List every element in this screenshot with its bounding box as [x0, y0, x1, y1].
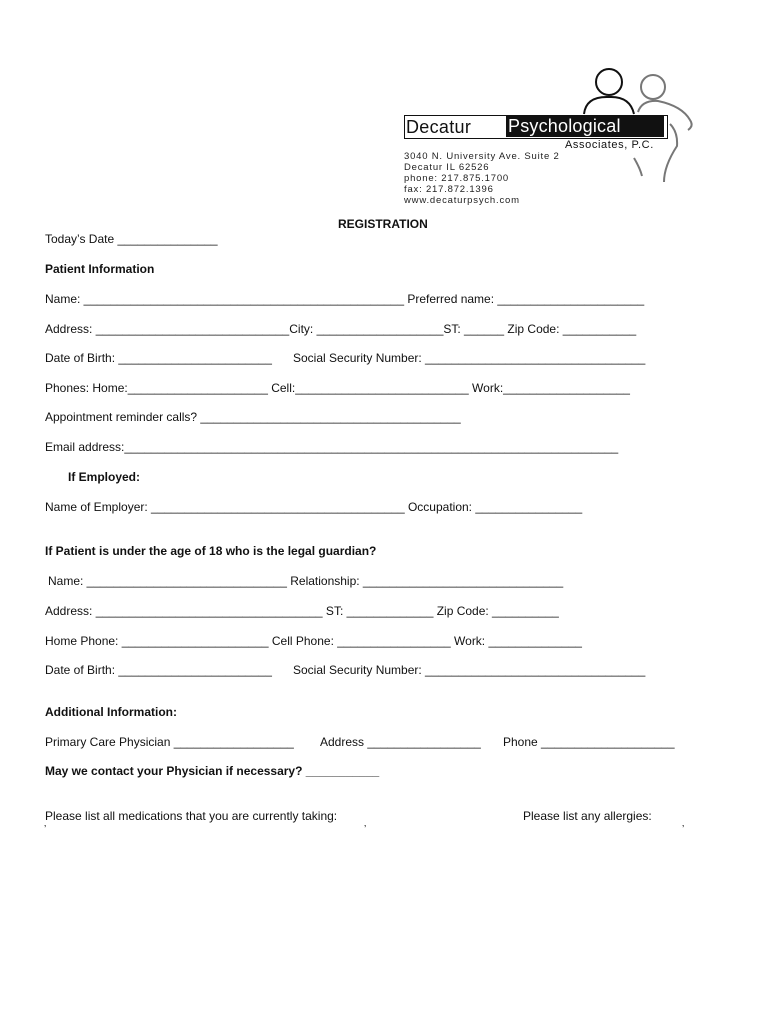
physician-phone-field[interactable]: Phone ____________________ [503, 735, 675, 749]
logo-address-line-3: phone: 217.875.1700 [404, 173, 510, 184]
logo-person-body-dark [584, 97, 634, 114]
guardian-ssn-field[interactable]: Social Security Number: _________________________________ [293, 663, 646, 677]
logo-name-decatur: Decatur [406, 117, 472, 137]
employment-heading: If Employed: [68, 470, 141, 484]
logo-person-head-dark [596, 69, 622, 95]
medications-label: Please list all medications that you are currently taking: [45, 809, 338, 823]
medications-area-marker-right: ‚ [364, 818, 367, 829]
guardian-address-field[interactable]: Address: __________________________________ ST: _____________ Zip Code: __________ [45, 604, 559, 618]
logo-address-line-2: Decatur IL 62526 [404, 162, 490, 173]
guardian-name-field[interactable]: Name: ______________________________ Relationship: ______________________________ [48, 574, 564, 588]
patient-ssn-field[interactable]: Social Security Number: _________________________________ [293, 351, 646, 365]
form-title: REGISTRATION [338, 217, 428, 231]
logo-person-head-light [641, 75, 665, 99]
guardian-dob-field[interactable]: Date of Birth: _______________________ [45, 663, 272, 677]
patient-info-heading: Patient Information [45, 262, 155, 276]
physician-address-field[interactable]: Address _________________ [320, 735, 481, 749]
guardian-heading: If Patient is under the age of 18 who is the legal guardian? [45, 544, 377, 558]
logo-address-line-4: fax: 217.872.1396 [404, 184, 494, 195]
allergies-area-marker: ‚ [682, 818, 685, 829]
physician-field[interactable]: Primary Care Physician __________________ [45, 735, 294, 749]
patient-phones-field[interactable]: Phones: Home:_____________________ Cell:__________________________ Work:___________________ [45, 381, 630, 395]
logo-name-psychological: Psychological [506, 116, 664, 137]
email-field[interactable]: Email address:__________________________________________________________________________ [45, 440, 619, 454]
patient-address-field[interactable]: Address: _____________________________City: ___________________ST: ______ Zip Code: ___________ [45, 322, 637, 336]
patient-dob-field[interactable]: Date of Birth: _______________________ [45, 351, 272, 365]
employer-field[interactable]: Name of Employer: ______________________________________ Occupation: ________________ [45, 500, 583, 514]
reminder-calls-field[interactable]: Appointment reminder calls? _______________________________________ [45, 410, 461, 424]
medications-area-marker-left: ‚ [44, 818, 47, 829]
logo-subtitle: Associates, P.C. [565, 139, 654, 151]
patient-name-field[interactable]: Name: ________________________________________________ Preferred name: ______________________ [45, 292, 645, 306]
guardian-phones-field[interactable]: Home Phone: ______________________ Cell Phone: _________________ Work: ______________ [45, 634, 582, 648]
logo-address-line-1: 3040 N. University Ave. Suite 2 [404, 151, 560, 162]
todays-date-field[interactable]: Today’s Date _______________ [45, 232, 218, 246]
logo-address-line-5: www.decaturpsych.com [404, 195, 520, 206]
additional-info-heading: Additional Information: [45, 705, 177, 719]
contact-physician-field[interactable]: May we contact your Physician if necessary? ___________ [45, 764, 380, 778]
allergies-label: Please list any allergies: [523, 809, 652, 823]
